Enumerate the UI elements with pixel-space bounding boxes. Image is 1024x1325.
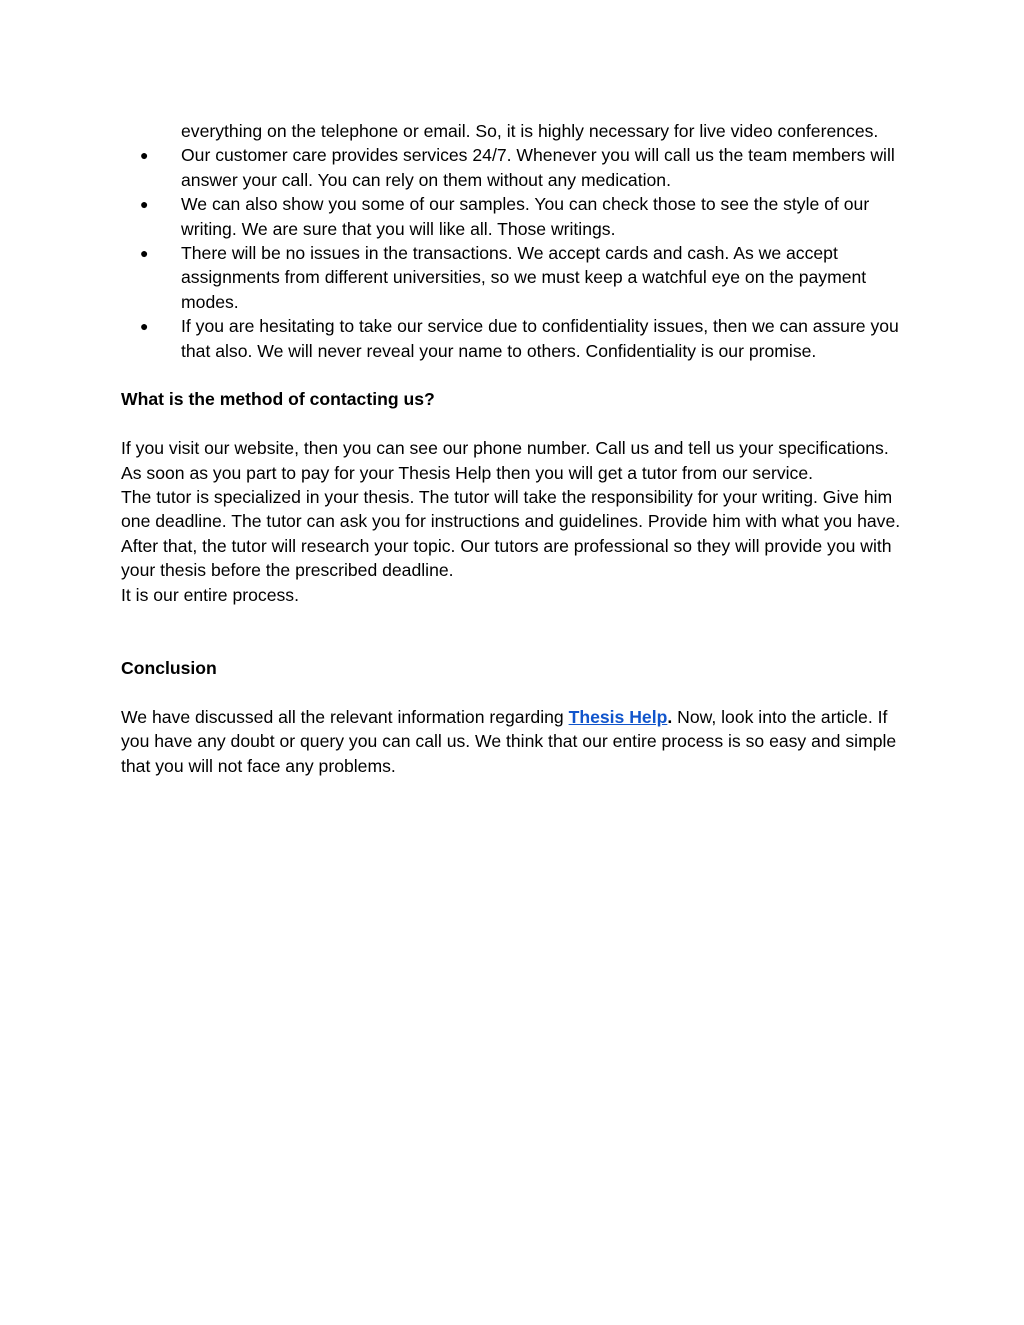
- bullet-dot-icon: ●: [140, 196, 149, 213]
- bullet-text: Our customer care provides services 24/7. Whenever you will call us the team members will answer your call. You can rely on them without any medication.: [181, 145, 895, 190]
- conclusion-text-before: We have discussed all the relevant information regarding: [121, 706, 569, 727]
- bullet-dot-icon: ●: [140, 147, 149, 164]
- conclusion-text-after: Now, look into the article. If you have any doubt or query you can call us. We think that our entire process is so easy and simple that you will not face any problems.: [121, 706, 897, 776]
- conclusion-paragraph: [121, 705, 911, 778]
- bullet-item: [121, 192, 911, 241]
- link-period: .: [667, 706, 673, 727]
- list-continuation-text: everything on the telephone or email. So, it is highly necessary for live video conferences.: [181, 121, 879, 141]
- bullet-dot-icon: ●: [140, 245, 149, 262]
- conclusion-heading: Conclusion: [121, 657, 217, 678]
- bullet-item: [121, 143, 911, 192]
- contact-paragraph: It is our entire process.: [121, 584, 299, 605]
- document-page: [121, 119, 911, 778]
- bullet-item: [121, 241, 911, 314]
- contact-paragraph: The tutor is specialized in your thesis. The tutor will take the responsibility for your writing. Give him one deadline. The tutor can ask you for instructions and guidelines. Provide him with what you have. After that, the tutor will research your topic. Our tutors are professional so they will provide you with your thesis before the prescribed deadline.: [121, 487, 901, 581]
- bullet-item: [121, 314, 911, 363]
- contact-paragraph: If you visit our website, then you can see our phone number. Call us and tell us your specifications. As soon as you part to pay for your Thesis Help then you will get a tutor from our service.: [121, 438, 889, 483]
- feature-bullet-list: [121, 143, 911, 363]
- bullet-text: If you are hesitating to take our service due to confidentiality issues, then we can assure you that also. We will never reveal your name to others. Confidentiality is our promise.: [181, 316, 899, 361]
- contact-heading: What is the method of contacting us?: [121, 389, 435, 410]
- bullet-dot-icon: ●: [140, 318, 149, 335]
- thesis-help-link[interactable]: Thesis Help: [568, 706, 668, 727]
- bullet-text: We can also show you some of our samples. You can check those to see the style of our writing. We are sure that you will like all. Those writings.: [181, 194, 870, 239]
- bullet-text: There will be no issues in the transactions. We accept cards and cash. As we accept assignments from different universities, so we must keep a watchful eye on the payment modes.: [181, 243, 867, 312]
